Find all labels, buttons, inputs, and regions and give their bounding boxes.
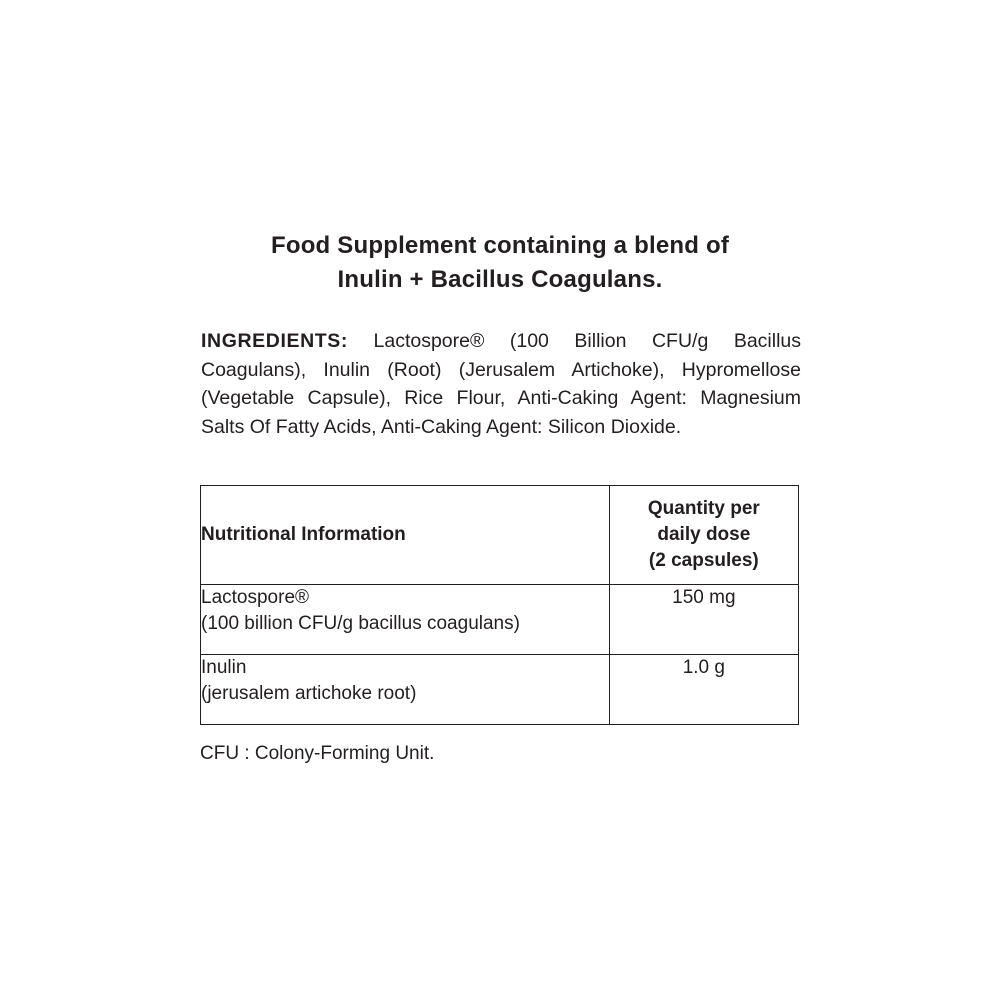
ingredients-text: Lactospore® (100 Billion CFU/g Bacillus Coagulans), Inulin (Root) (Jerusalem Artichoke), Hypromellose (Vegetable Capsule), Rice Flour, Anti-Caking Agent: Magnesium Salts Of Fatty Acids, Anti-Caking Agent: Silicon Dioxide.: [201, 330, 802, 438]
nutrient-quantity: 150 mg: [609, 585, 798, 655]
product-title-line-1: Food Supplement containing a blend of: [270, 232, 730, 259]
quantity-header-line-2: daily dose: [657, 524, 751, 545]
product-title: [0, 229, 1000, 297]
nutrient-detail: (jerusalem artichoke root): [201, 683, 417, 704]
table-row: [201, 655, 799, 725]
ingredients-label: INGREDIENTS:: [201, 330, 348, 352]
quantity-header-line-1: Quantity per: [647, 498, 760, 519]
product-title-line-2: Inulin + Bacillus Coagulans.: [337, 266, 663, 293]
nutrient-name: Inulin: [201, 657, 247, 678]
nutrient-cell-inulin: [201, 655, 610, 725]
quantity-per-dose-header: [609, 486, 798, 585]
nutritional-information-header: Nutritional Information: [201, 486, 610, 585]
table-row: [201, 585, 799, 655]
nutrient-name: Lactospore®: [201, 587, 310, 608]
ingredients-paragraph: [201, 327, 801, 441]
nutrition-table: [200, 485, 799, 725]
nutrition-table-header-row: [201, 486, 799, 585]
cfu-footnote: CFU : Colony-Forming Unit.: [200, 743, 435, 764]
nutrient-quantity: 1.0 g: [609, 655, 798, 725]
nutrient-cell-lactospore: [201, 585, 610, 655]
quantity-header-line-3: (2 capsules): [648, 550, 759, 571]
nutrient-detail: (100 billion CFU/g bacillus coagulans): [201, 613, 520, 634]
